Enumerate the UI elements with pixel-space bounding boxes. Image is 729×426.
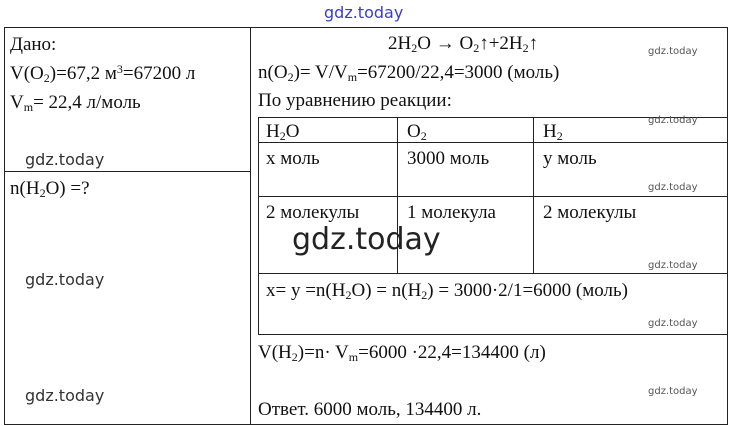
table-header-divider [258, 142, 728, 143]
table-col-divider-2 [533, 117, 534, 273]
frame-divider-vertical [250, 27, 251, 425]
given-volume-o2: $V(O_2)=67,2$ $м^3=67200$ л [10, 62, 196, 85]
watermark-left-1: gdz.today [25, 150, 105, 169]
moles-h2o-h2-calc: $х= у =n(H_2O) = n(H_2) = 3000\cdot 2/1=6000$ (моль) [266, 280, 628, 302]
watermark-right-3: gdz.today [648, 182, 698, 193]
watermark-left-3: gdz.today [25, 386, 105, 405]
volume-h2-calc: $V(H_2)=n\cdot V_m=6000 \cdot 22,4=134400$ (л) [258, 342, 546, 364]
watermark-right-6: gdz.today [648, 386, 698, 397]
table-cell-molecules-h2o: 2 молекулы [266, 202, 360, 223]
watermark-left-2: gdz.today [25, 270, 105, 289]
table-cell-molecules-h2: 2 молекулы [543, 202, 637, 223]
frame-bottom-border [4, 424, 728, 425]
watermark-center: gdz.today [292, 222, 441, 257]
table-cell-moles-o2: 3000 моль [407, 148, 490, 169]
find-h2o: $n(H_2O)$ =? [10, 178, 90, 200]
table-left-border [258, 117, 259, 335]
answer-text: Ответ. 6000 моль, 134400 л. [258, 399, 482, 420]
watermark-right-5: gdz.today [648, 318, 698, 329]
watermark-top: gdz.today [324, 3, 404, 22]
table-header-o2: $O_2$ [407, 121, 427, 143]
moles-o2-calc: $n(O_2)= V/V_m=67200/22,4=3000$ (моль) [258, 62, 560, 84]
watermark-right-2: gdz.today [648, 115, 698, 126]
given-header: Дано: [10, 34, 57, 55]
table-cell-molecules-o2: 1 молекула [407, 202, 496, 223]
table-cell-moles-h2o: х моль [266, 148, 320, 169]
watermark-right-4: gdz.today [648, 260, 698, 271]
by-reaction-label: По уравнению реакции: [258, 90, 452, 111]
frame-top-border [4, 27, 728, 28]
watermark-right-1: gdz.today [648, 46, 698, 57]
frame-left-border [4, 27, 5, 425]
table-header-h2: $H_2$ [543, 121, 563, 143]
reaction-equation: $2H_2O$ → $O_2↑+2H_2↑$ [388, 33, 539, 55]
table-row-divider [258, 196, 728, 197]
table-calc-divider [258, 273, 728, 274]
table-header-h2o: $H_2O$ [266, 121, 300, 143]
given-molar-volume: $V_m= 22,4$ л/моль [10, 92, 141, 114]
frame-right-border [727, 27, 728, 425]
table-bottom-border [258, 334, 728, 335]
given-find-divider [4, 171, 250, 172]
table-cell-moles-h2: у моль [543, 148, 597, 169]
